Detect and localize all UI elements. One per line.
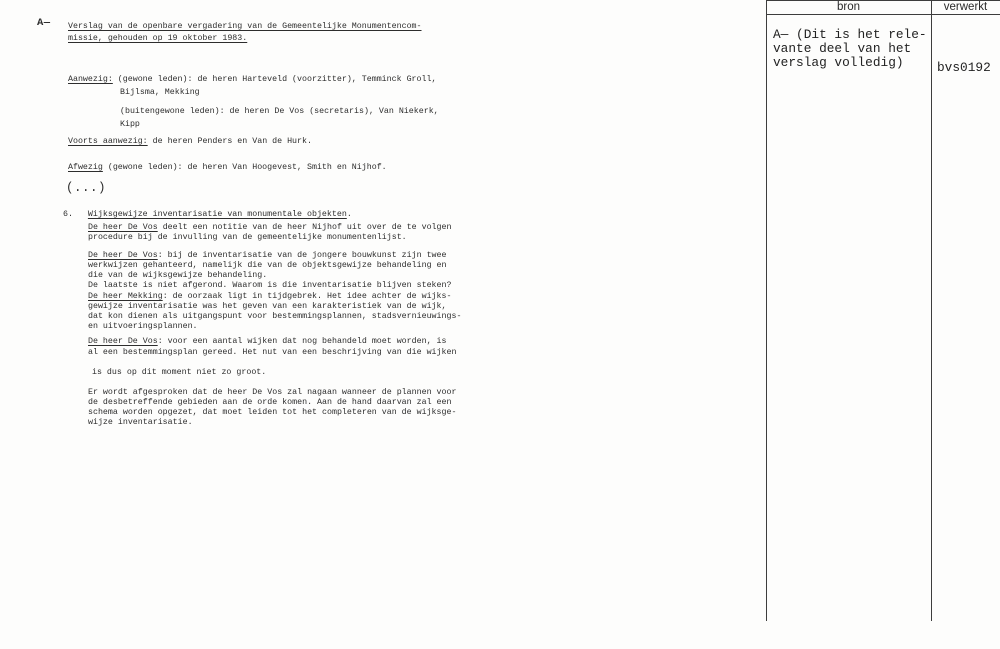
doc-line: schema worden opgezet, dat moet leiden tot het completeren van de wijksge-	[88, 408, 457, 417]
doc-line: Er wordt afgesproken dat de heer De Vos zal nagaan wanneer de plannen voor	[88, 388, 457, 397]
doc-line: de desbetreffende gebieden aan de orde komen. Aan de hand daarvan zal een	[88, 398, 452, 407]
doc-line: werkwijzen gehanteerd, namelijk die van de objektsgewijze behandeling en	[88, 261, 447, 270]
doc-block-p4	[88, 337, 456, 358]
bron-note-line: vante deel van het	[773, 41, 912, 56]
verwerkt-code: bvs0192	[937, 60, 991, 75]
column-header-bron: bron	[836, 1, 861, 13]
doc-block-p2	[88, 251, 451, 291]
doc-block-p4b	[92, 368, 266, 378]
doc-line: procedure bij de invulling van de gemeentelijke monumentenlijst.	[88, 233, 407, 242]
doc-line: De heer De Vos deelt een notitie van de heer Nijhof uit over de te volgen	[88, 223, 452, 232]
doc-block-p5	[88, 388, 456, 428]
doc-line: Aanwezig: (gewone leden): de heren Harteveld (voorzitter), Temminck Groll,	[68, 75, 437, 84]
doc-line: De heer De Vos: voor een aantal wijken dat nog behandeld moet worden, is	[88, 337, 447, 346]
table-left-rule	[766, 0, 767, 621]
doc-block-heading6	[63, 210, 352, 220]
table-header-rule	[766, 14, 1000, 15]
doc-block-p1	[88, 223, 451, 243]
doc-line: Kipp	[120, 119, 140, 129]
doc-line: Verslag van de openbare vergadering van de Gemeentelijke Monumentencom-	[68, 22, 422, 31]
doc-line: wijze inventarisatie.	[88, 418, 193, 427]
doc-block-buitengewone	[120, 106, 439, 131]
doc-line: die van de wijksgewijze behandeling.	[88, 271, 268, 280]
bron-note	[773, 28, 927, 70]
doc-line: De laatste is niet afgerond. Waarom is die inventarisatie blijven steken?	[88, 281, 452, 290]
doc-line: gewijze inventarisatie was het geven van een karakteristiek van de wijk,	[88, 302, 447, 311]
doc-line: 6. Wijksgewijze inventarisatie van monumentale objekten.	[63, 210, 352, 219]
doc-block-voorts	[68, 137, 312, 147]
column-header-verwerkt: verwerkt	[943, 1, 988, 13]
doc-block-title	[68, 21, 422, 46]
doc-line: De heer De Vos: bij de inventarisatie van de jongere bouwkunst zijn twee	[88, 251, 447, 260]
doc-line: al een bestemmingsplan gereed. Het nut van een beschrijving van die wijken	[88, 347, 457, 357]
doc-line: missie, gehouden op 19 oktober 1983.	[68, 34, 248, 44]
doc-line: en uitvoeringsplannen.	[88, 322, 198, 331]
doc-line: is dus op dit moment niet zo groot.	[92, 368, 267, 377]
bron-note-line: verslag volledig)	[773, 55, 904, 70]
doc-block-afwezig	[68, 163, 387, 173]
table-column-divider	[931, 0, 932, 621]
bron-note-line: A— (Dit is het rele-	[773, 27, 927, 42]
margin-label: A—	[37, 17, 51, 29]
doc-line: (...)	[66, 181, 107, 195]
doc-line: Voorts aanwezig: de heren Penders en Van de Hurk.	[68, 137, 312, 146]
doc-block-ellipsis	[66, 181, 106, 196]
doc-block-p3	[88, 292, 461, 332]
doc-line: Bijlsma, Mekking	[120, 88, 200, 97]
doc-line: Afwezig (gewone leden): de heren Van Hoogevest, Smith en Nijhof.	[68, 163, 387, 172]
doc-block-aanwezig	[68, 73, 436, 99]
processing-table	[766, 0, 1000, 649]
doc-line: dat kon dienen als uitgangspunt voor bestemmingsplannen, stadsvernieuwings-	[88, 312, 462, 321]
doc-line: (buitengewone leden): de heren De Vos (secretaris), Van Niekerk,	[120, 107, 439, 116]
doc-line: De heer Mekking: de oorzaak ligt in tijdgebrek. Het idee achter de wijks-	[88, 292, 452, 301]
